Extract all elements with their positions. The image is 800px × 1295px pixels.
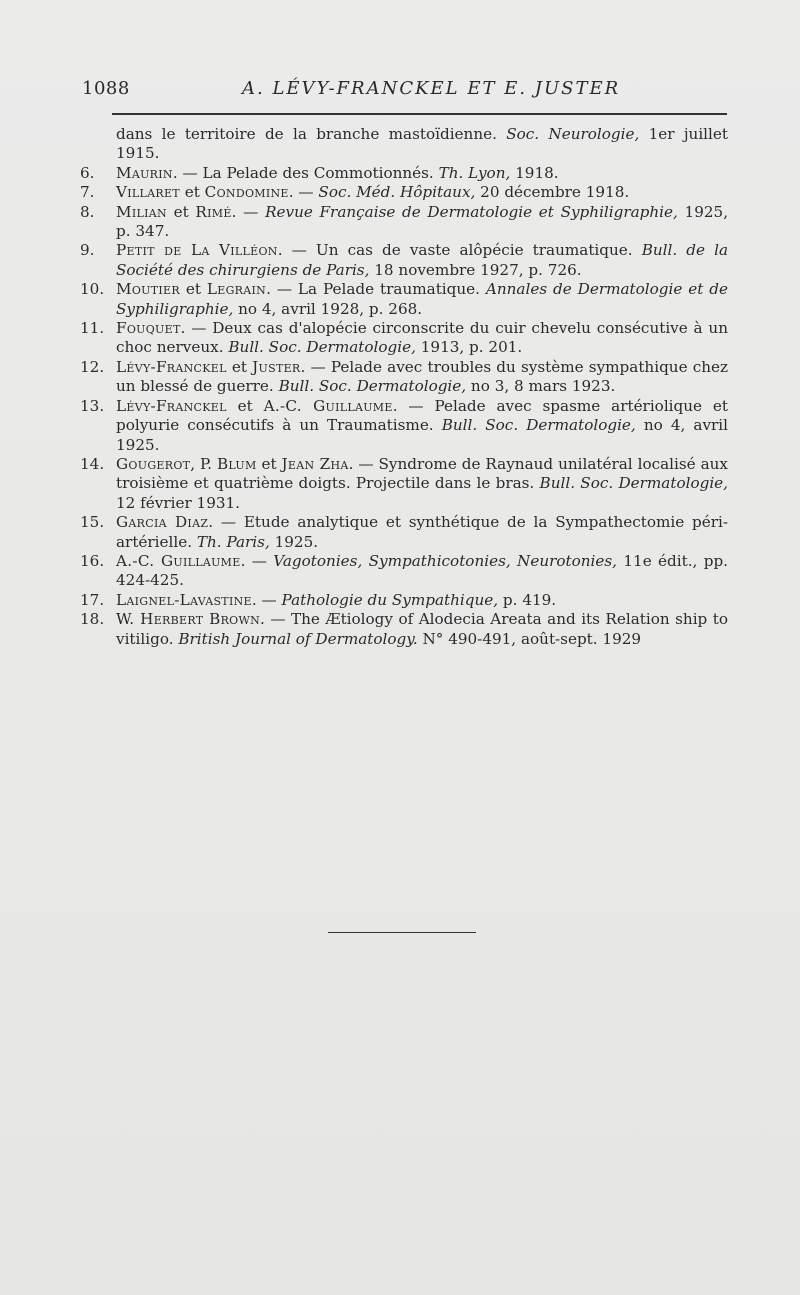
author-name: W. Herbert Brown (116, 610, 261, 629)
reference-text (116, 280, 728, 319)
reference-item (80, 610, 728, 649)
reference-segment: 1er juillet 1915. (116, 125, 728, 163)
reference-segment: et (179, 280, 207, 299)
author-name: Laignel-Lavastine (116, 590, 252, 609)
running-title: A. LÉVY-FRANCKEL ET E. JUSTER (242, 78, 621, 99)
reference-segment: no 3, 8 mars 1923. (466, 377, 616, 396)
reference-segment: 1913, p. 201. (415, 338, 523, 357)
author-name: Milian (116, 202, 167, 221)
author-name: Garcia Diaz (116, 513, 209, 532)
reference-segment: . — The Ætiology of Alodecia Areata and its Relation ship to vitiligo. (116, 610, 728, 648)
reference-segment: et (226, 357, 253, 376)
reference-item (80, 164, 728, 183)
reference-segment: . — Pelade avec troubles du système sympathique chez un blessé de guerre. (116, 357, 728, 396)
source-title: Soc. Méd. Hôpitaux, (318, 183, 476, 202)
source-title: Th. Paris, (196, 532, 270, 551)
reference-segment: 20 décembre 1918. (475, 183, 630, 202)
reference-number: 13. (80, 396, 105, 415)
reference-number: 17. (80, 590, 105, 609)
reference-segment: . — La Pelade traumatique. (266, 280, 486, 299)
source-title: Pathologie du Sympathique, (281, 590, 499, 609)
reference-text (116, 164, 728, 183)
reference-segment: no 4, avril 1928, p. 268. (233, 299, 423, 318)
reference-number: 8. (80, 202, 95, 221)
reference-segment: dans le territoire de la branche mastoïdienne. (116, 125, 507, 143)
author-name: Petit de La Villéon (116, 241, 278, 260)
reference-item (80, 591, 728, 610)
author-name: A.-C. Guillaume (116, 551, 241, 570)
header-rule (112, 113, 727, 115)
source-title: Bull. de la Société des chirurgiens de Paris, (116, 241, 728, 279)
reference-segment: . — (231, 202, 266, 221)
author-name: Blum (216, 454, 257, 473)
reference-number: 14. (80, 454, 105, 473)
author-name: A.-C. Guillaume (263, 396, 393, 415)
author-name: Juster (252, 357, 301, 376)
reference-item (80, 241, 728, 280)
source-title: Bull. Soc. Dermatologie, (441, 416, 636, 435)
reference-text (116, 610, 728, 649)
reference-segment: et (166, 202, 196, 221)
reference-text (116, 241, 728, 280)
reference-segment: . — Un cas de vaste alôpécie traumatique. (277, 241, 642, 260)
source-title: Vagotonies, Sympathicotonies, Neurotonies, (273, 551, 618, 570)
page-header (82, 78, 722, 106)
reference-item (80, 397, 728, 455)
reference-segment: 1925, p. 347. (116, 202, 729, 241)
reference-segment: . — (288, 183, 319, 202)
reference-item (80, 125, 728, 164)
end-rule (328, 932, 476, 933)
source-title: Revue Française de Dermatologie et Syphiligraphie, (265, 202, 678, 221)
reference-text (116, 358, 728, 397)
reference-number: 7. (80, 183, 95, 202)
source-title: Bull. Soc. Dermatologie, (539, 474, 728, 493)
reference-segment: 1925. (269, 532, 319, 551)
author-name: Villaret (116, 183, 180, 202)
reference-segment: no 4, avril 1925. (116, 416, 728, 454)
reference-segment: et (256, 454, 282, 473)
reference-number: 18. (80, 610, 105, 629)
author-name: Condomine (204, 183, 289, 202)
reference-item (80, 455, 728, 513)
reference-segment: . — Syndrome de Raynaud unilatéral localisé aux troisième et quatrième doigts. Projectile dans le bras. (116, 454, 728, 493)
reference-segment: . — La Pelade des Commotionnés. (172, 163, 439, 182)
reference-text (116, 203, 728, 242)
reference-item (80, 280, 728, 319)
reference-number: 12. (80, 357, 105, 376)
reference-segment: , P. (190, 454, 217, 473)
reference-item (80, 358, 728, 397)
reference-text (116, 125, 728, 164)
source-title: Bull. Soc. Dermatologie, (278, 377, 467, 396)
reference-segment: 1918. (510, 163, 559, 182)
page-number: 1088 (82, 78, 130, 99)
source-title: British Journal of Dermatology. (178, 629, 418, 648)
reference-segment: . — Pelade avec spasme artériolique et polyurie consécutifs à un Traumatisme. (116, 396, 729, 435)
reference-number: 9. (80, 241, 95, 260)
author-name: Moutier (116, 280, 180, 299)
reference-text (116, 397, 728, 455)
author-name: Legrain (206, 280, 267, 299)
reference-number: 16. (80, 551, 105, 570)
reference-item (80, 319, 728, 358)
reference-segment: . — (240, 551, 274, 570)
reference-segment: . — Deux cas d'alopécie circonscrite du cuir chevelu consécutive à un choc nerveux. (116, 319, 728, 357)
reference-list (80, 125, 728, 649)
reference-text (116, 591, 728, 610)
reference-text (116, 552, 728, 591)
reference-item (80, 513, 728, 552)
reference-segment: . — Etude analytique et synthétique de la Sympathectomie péri-artérielle. (116, 513, 728, 551)
author-name: Rimé (195, 202, 232, 221)
source-title: Soc. Neurologie, (506, 125, 640, 143)
reference-segment: N° 490-491, août-sept. 1929 (417, 629, 642, 648)
reference-number: 10. (80, 280, 105, 299)
reference-item (80, 552, 728, 591)
reference-segment: 12 février 1931. (116, 493, 241, 512)
reference-number: 15. (80, 513, 105, 532)
reference-segment: p. 419. (498, 590, 557, 609)
author-name: Lévy-Franckel (116, 357, 227, 376)
reference-item (80, 203, 728, 242)
reference-item (80, 183, 728, 202)
author-name: Maurin (116, 163, 173, 182)
reference-text (116, 183, 728, 202)
reference-segment: 18 novembre 1927, p. 726. (369, 260, 582, 279)
reference-segment: 11e édit., pp. 424-425. (116, 551, 728, 590)
reference-text (116, 513, 728, 552)
author-name: Lévy-Franckel (116, 396, 227, 415)
reference-number: 11. (80, 319, 105, 338)
source-title: Annales de Dermatologie et de Syphiligraphie, (116, 280, 729, 318)
reference-segment: . — (251, 590, 282, 609)
author-name: Gougerot (116, 454, 191, 473)
source-title: Th. Lyon, (438, 163, 511, 182)
reference-number: 6. (80, 163, 95, 182)
author-name: Jean Zha (281, 454, 349, 473)
reference-segment: et (179, 183, 205, 202)
author-name: Fouquet (116, 319, 181, 338)
source-title: Bull. Soc. Dermatologie, (228, 338, 416, 357)
reference-segment: et (226, 396, 264, 415)
reference-text (116, 319, 728, 358)
reference-text (116, 455, 728, 513)
